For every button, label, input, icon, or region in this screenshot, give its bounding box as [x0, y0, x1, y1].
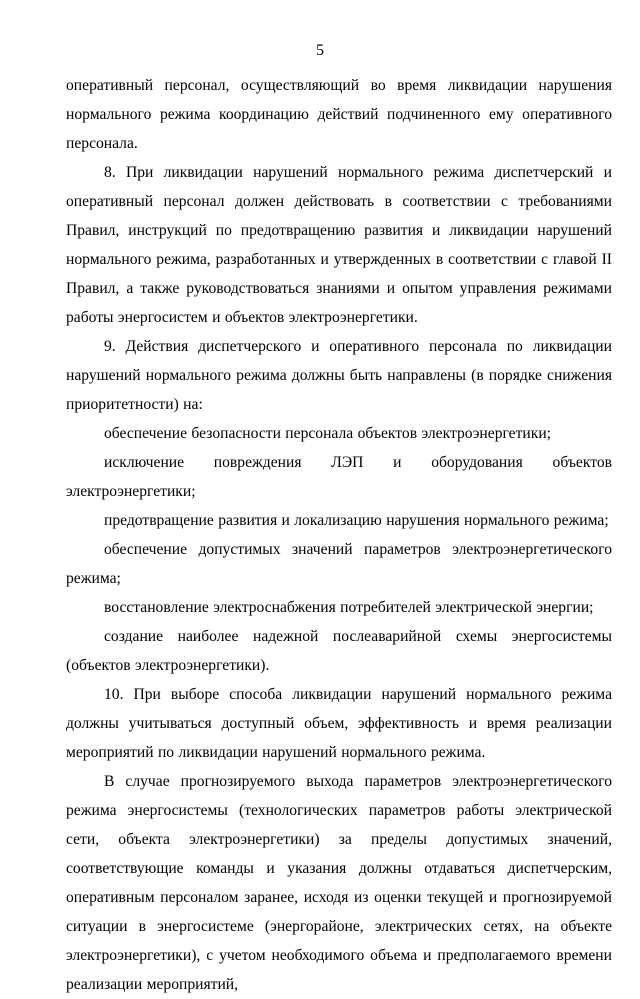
paragraph-item-8: 8. При ликвидации нарушений нормального режима диспетчерский и оперативный персонал должен действовать в соответствии с требованиями Правил, инструкций по предотвращению развития и ликвидации нарушений нормального режима, разработанных и утвержденных в соответствии с главой II Правил, а также руководствоваться знаниями и опытом управления режимами работы энергосистем и объектов электроэнергетики. [66, 164, 612, 326]
paragraph-continuation: оперативный персонал, осуществляющий во время ликвидации нарушения нормального режима координацию действий подчиненного ему оперативного персонала. [66, 77, 612, 152]
list-item-personnel-safety: обеспечение безопасности персонала объектов электроэнергетики; [104, 425, 552, 442]
list-item-equipment-damage: исключение повреждения ЛЭП и оборудования объектов электроэнергетики; [66, 454, 612, 500]
list-item-post-emergency-scheme: создание наиболее надежной послеаварийной схемы энергосистемы (объектов электроэнергетики). [66, 628, 612, 674]
document-body [66, 71, 612, 999]
page-number: 5 [316, 42, 324, 59]
list-item-parameters: обеспечение допустимых значений параметров электроэнергетического режима; [66, 541, 612, 587]
paragraph-item-10: 10. При выборе способа ликвидации нарушений нормального режима должны учитываться доступный объем, эффективность и время реализации мероприятий по ликвидации нарушений нормального режима. [66, 686, 612, 761]
paragraph-item-9: 9. Действия диспетчерского и оперативного персонала по ликвидации нарушений нормального режима должны быть направлены (в порядке снижения приоритетности) на: [66, 338, 612, 413]
list-item-power-restoration: восстановление электроснабжения потребителей электрической энергии; [104, 599, 594, 616]
paragraph-forecast: В случае прогнозируемого выхода параметров электроэнергетического режима энергосистемы (технологических параметров работы электрической сети, объекта электроэнергетики) за пределы допустимых значений, соответствующие команды и указания должны отдаваться диспетчерским, оперативным персоналом заранее, исходя из оценки текущей и прогнозируемой ситуации в энергосистеме (энергорайоне, электрических сетях, на объекте электроэнергетики), с учетом необходимого объема и предполагаемого времени реализации мероприятий, [66, 773, 612, 993]
list-item-localization: предотвращение развития и локализацию нарушения нормального режима; [104, 512, 609, 529]
